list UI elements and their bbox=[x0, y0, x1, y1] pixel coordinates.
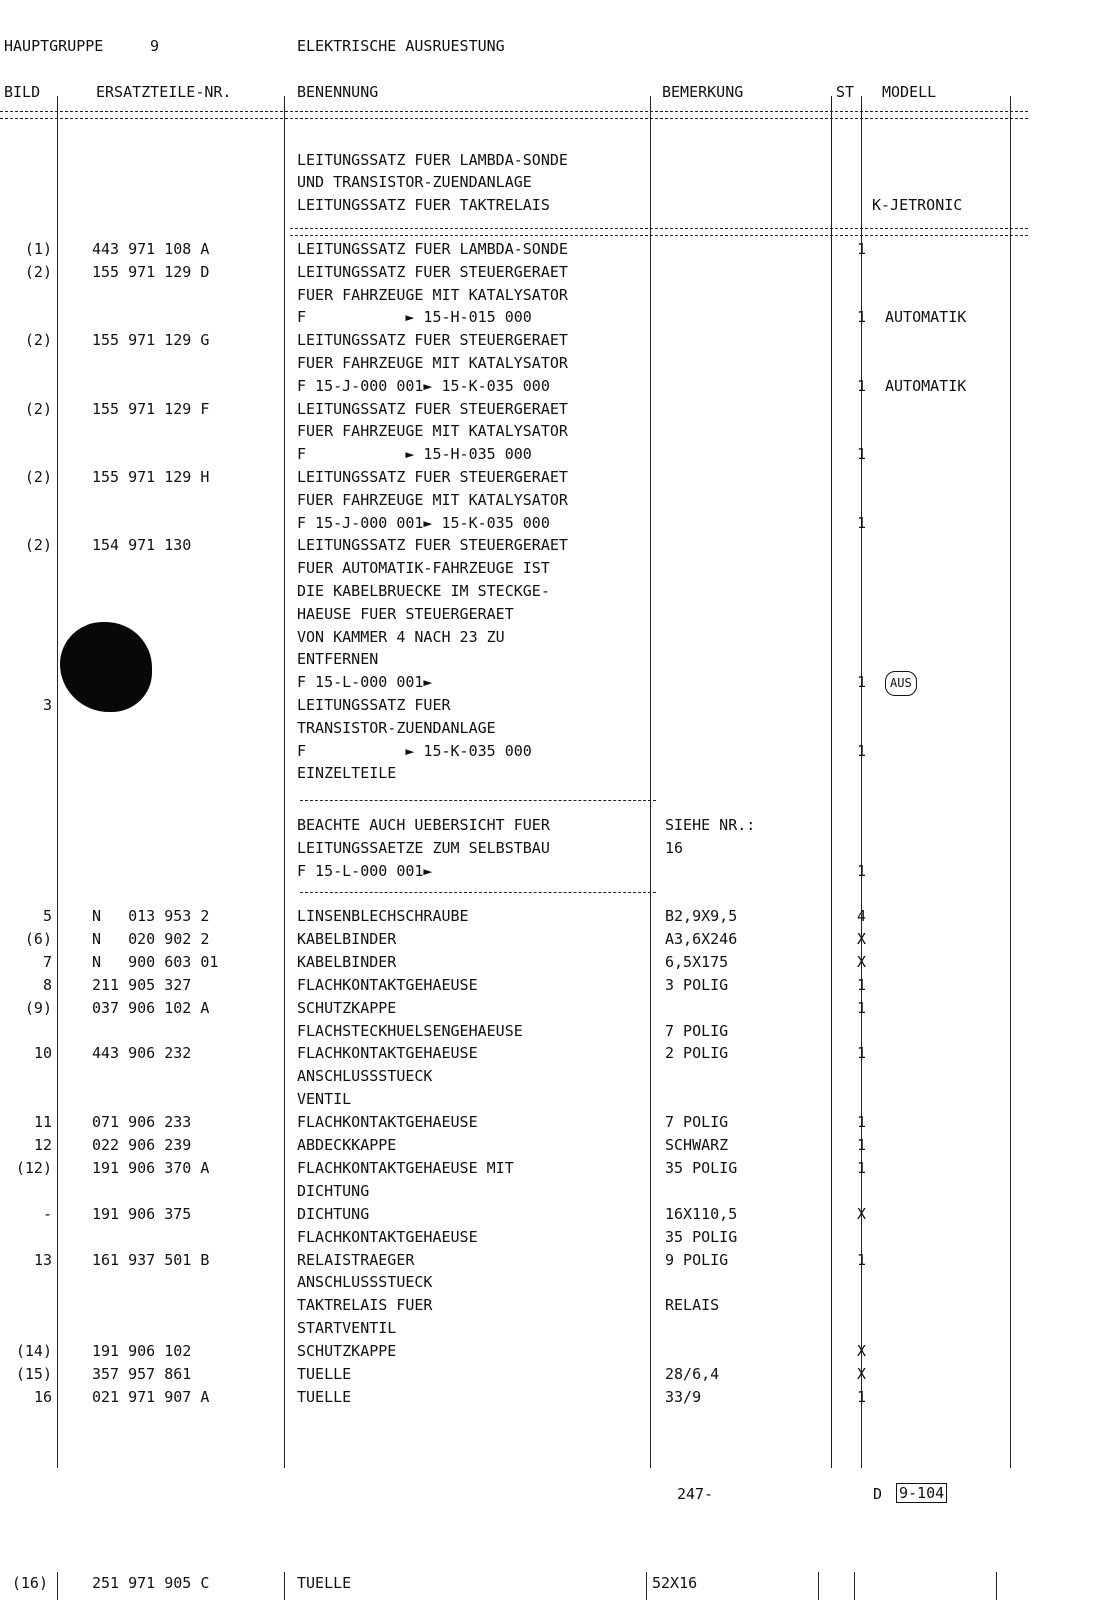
cell-st: 1 bbox=[856, 376, 866, 395]
cell-bild: (2) bbox=[24, 468, 52, 486]
cell-st: 1 bbox=[856, 1044, 866, 1063]
einzelteile-dash-bottom bbox=[300, 892, 656, 893]
cell-bild: (9) bbox=[24, 998, 52, 1017]
table-row bbox=[0, 1386, 1093, 1409]
col-header-bemerkung: BEMERKUNG bbox=[662, 83, 744, 101]
table-row bbox=[0, 306, 1093, 329]
cell-ben: DICHTUNG bbox=[297, 1204, 370, 1223]
cell-st: 1 bbox=[856, 1113, 866, 1132]
cell-nr: 021 971 907 A bbox=[92, 1387, 210, 1406]
cell-ben: LEITUNGSSATZ FUER STEUERGERAET bbox=[297, 468, 568, 486]
cell-bem: RELAIS bbox=[665, 1296, 720, 1315]
table-row bbox=[0, 1226, 1093, 1249]
next-rule-6 bbox=[996, 1572, 997, 1600]
cell-st: X bbox=[856, 1365, 866, 1383]
col-header-modell: MODELL bbox=[882, 83, 937, 101]
table-row bbox=[0, 284, 1093, 307]
cell-bem: B2,9X9,5 bbox=[665, 907, 738, 925]
cell-bild: (15) bbox=[15, 1365, 52, 1383]
col-header-st: ST bbox=[836, 83, 855, 101]
cell-st: 1 bbox=[856, 741, 866, 760]
cell-ben: FLACHKONTAKTGEHAEUSE MIT bbox=[297, 1158, 514, 1177]
next-rule-5 bbox=[854, 1572, 855, 1600]
intro-line-1: LEITUNGSSATZ FUER LAMBDA-SONDE bbox=[297, 151, 568, 169]
table-row bbox=[0, 1157, 1093, 1180]
table-row bbox=[0, 489, 1093, 512]
cell-ben: TRANSISTOR-ZUENDANLAGE bbox=[297, 718, 496, 737]
table-row bbox=[0, 928, 1093, 951]
cell-bild: (6) bbox=[24, 929, 52, 948]
cell-ben: F 15-J-000 001► 15-K-035 000 bbox=[297, 376, 550, 395]
cell-st: 1 bbox=[856, 673, 866, 692]
table-row bbox=[0, 1249, 1093, 1272]
table-row bbox=[0, 238, 1093, 261]
intro-double-rule bbox=[290, 228, 1028, 236]
cell-ben: LEITUNGSSAETZE ZUM SELBSTBAU bbox=[297, 839, 550, 857]
cell-st: X bbox=[856, 1342, 866, 1361]
cell-ben: FLACHSTECKHUELSENGEHAEUSE bbox=[297, 1021, 523, 1040]
cell-bild: (2) bbox=[24, 399, 52, 418]
table-row bbox=[0, 860, 1093, 883]
table-row bbox=[0, 762, 1093, 785]
cell-bem: 35 POLIG bbox=[665, 1227, 738, 1246]
cell-nr: 155 971 129 G bbox=[92, 331, 210, 350]
cell-ben: KABELBINDER bbox=[297, 952, 397, 971]
cell-nr: 037 906 102 A bbox=[92, 998, 210, 1017]
table-row bbox=[0, 261, 1093, 284]
cell-bild: - bbox=[42, 1204, 52, 1223]
cell-bem: 33/9 bbox=[665, 1387, 702, 1406]
table-row bbox=[0, 1111, 1093, 1134]
einzelteile-dash-top bbox=[300, 800, 656, 801]
cell-st: 1 bbox=[856, 513, 866, 532]
cell-ben: TUELLE bbox=[297, 1365, 352, 1383]
cell-nr: 191 906 102 bbox=[92, 1342, 192, 1361]
cell-bem: 16 bbox=[665, 839, 684, 857]
cell-bild: (14) bbox=[15, 1342, 52, 1361]
cell-ben: VON KAMMER 4 NACH 23 ZU bbox=[297, 627, 505, 646]
footer-letter: D bbox=[873, 1485, 883, 1503]
intro-line-2: UND TRANSISTOR-ZUENDANLAGE bbox=[297, 173, 532, 191]
cell-ben: EINZELTEILE bbox=[297, 764, 397, 783]
cell-bild: (2) bbox=[24, 331, 52, 350]
cell-ben: FUER FAHRZEUGE MIT KATALYSATOR bbox=[297, 490, 568, 509]
cell-ben: F 15-J-000 001► 15-K-035 000 bbox=[297, 513, 550, 532]
cell-bem: 6,5X175 bbox=[665, 952, 729, 971]
next-page-bem: 52X16 bbox=[652, 1574, 698, 1592]
cell-st: 1 bbox=[856, 240, 866, 258]
cell-bem: 3 POLIG bbox=[665, 975, 729, 994]
cell-st: 1 bbox=[856, 1136, 866, 1154]
table-row bbox=[0, 443, 1093, 466]
cell-bild: 11 bbox=[33, 1113, 52, 1132]
cell-bild: (1) bbox=[24, 240, 52, 258]
cell-ben: TUELLE bbox=[297, 1387, 352, 1406]
group-title: ELEKTRISCHE AUSRUESTUNG bbox=[297, 37, 505, 55]
cell-st: 1 bbox=[856, 308, 866, 327]
cell-ben: DICHTUNG bbox=[297, 1181, 370, 1200]
col-header-benennung: BENENNUNG bbox=[297, 83, 379, 101]
cell-ben: HAEUSE FUER STEUERGERAET bbox=[297, 604, 514, 623]
header-double-rule bbox=[0, 111, 1028, 119]
table-row bbox=[0, 717, 1093, 740]
table-row bbox=[0, 1088, 1093, 1111]
table-row bbox=[0, 329, 1093, 352]
cell-bem: 2 POLIG bbox=[665, 1044, 729, 1063]
table-row bbox=[0, 1180, 1093, 1203]
cell-nr: N 013 953 2 bbox=[92, 907, 210, 925]
table-row bbox=[0, 1340, 1093, 1363]
cell-st: X bbox=[856, 1204, 866, 1223]
cell-bild: 5 bbox=[42, 907, 52, 925]
cell-nr: 161 937 501 B bbox=[92, 1250, 210, 1269]
table-row bbox=[0, 1020, 1093, 1043]
cell-ben: LEITUNGSSATZ FUER LAMBDA-SONDE bbox=[297, 240, 568, 258]
table-row bbox=[0, 420, 1093, 443]
cell-bem: 35 POLIG bbox=[665, 1158, 738, 1177]
table-row bbox=[0, 1203, 1093, 1226]
table-row bbox=[0, 1042, 1093, 1065]
cell-ben: ENTFERNEN bbox=[297, 650, 379, 669]
aus-stamp: AUS bbox=[885, 671, 917, 696]
cell-bild: 10 bbox=[33, 1044, 52, 1063]
cell-bem: SIEHE NR.: bbox=[665, 816, 756, 834]
cell-ben: SCHUTZKAPPE bbox=[297, 1342, 397, 1361]
cell-ben: LEITUNGSSATZ FUER STEUERGERAET bbox=[297, 399, 568, 418]
table-row bbox=[0, 1271, 1093, 1294]
cell-ben: BEACHTE AUCH UEBERSICHT FUER bbox=[297, 816, 550, 834]
table-row bbox=[0, 648, 1093, 671]
cell-bild: 16 bbox=[33, 1387, 52, 1406]
footer-section-box-wrap bbox=[896, 1483, 947, 1503]
cell-nr: 155 971 129 H bbox=[92, 468, 210, 486]
cell-ben: RELAISTRAEGER bbox=[297, 1250, 415, 1269]
cell-ben: LEITUNGSSATZ FUER bbox=[297, 696, 451, 714]
footer-section: 9-104 bbox=[896, 1483, 947, 1503]
next-page-bild: (16) bbox=[11, 1574, 48, 1592]
table-row bbox=[0, 974, 1093, 997]
table-row bbox=[0, 1065, 1093, 1088]
cell-nr: 155 971 129 D bbox=[92, 262, 210, 281]
cell-ben: FUER FAHRZEUGE MIT KATALYSATOR bbox=[297, 354, 568, 372]
table-row bbox=[0, 1317, 1093, 1340]
cell-ben: STARTVENTIL bbox=[297, 1319, 397, 1338]
cell-st: 1 bbox=[856, 1250, 866, 1269]
cell-mod: AUTOMATIK bbox=[885, 308, 967, 327]
cell-bild: 8 bbox=[42, 975, 52, 994]
next-rule-3 bbox=[646, 1572, 647, 1600]
cell-bem: 7 POLIG bbox=[665, 1021, 729, 1040]
table-row bbox=[0, 512, 1093, 535]
cell-bem: 28/6,4 bbox=[665, 1365, 720, 1383]
cell-nr: 191 906 370 A bbox=[92, 1158, 210, 1177]
cell-nr: 357 957 861 bbox=[92, 1365, 192, 1383]
cell-nr: 211 905 327 bbox=[92, 975, 192, 994]
cell-ben: F 15-L-000 001► bbox=[297, 673, 433, 692]
table-row bbox=[0, 814, 1093, 837]
next-page-row bbox=[0, 1572, 1093, 1595]
cell-bem: A3,6X246 bbox=[665, 929, 738, 948]
cell-nr: N 900 603 01 bbox=[92, 952, 219, 971]
group-number: 9 bbox=[150, 37, 160, 55]
cell-ben: TAKTRELAIS FUER bbox=[297, 1296, 433, 1315]
table-row bbox=[0, 951, 1093, 974]
cell-ben: SCHUTZKAPPE bbox=[297, 998, 397, 1017]
next-page-ben: TUELLE bbox=[297, 1574, 352, 1592]
table-row bbox=[0, 557, 1093, 580]
cell-ben: FLACHKONTAKTGEHAEUSE bbox=[297, 1227, 478, 1246]
cell-nr: 443 971 108 A bbox=[92, 240, 210, 258]
table-row bbox=[0, 1363, 1093, 1386]
cell-st: 1 bbox=[856, 862, 866, 880]
cell-nr: 443 906 232 bbox=[92, 1044, 192, 1063]
cell-bild: (2) bbox=[24, 536, 52, 555]
next-page-nr: 251 971 905 C bbox=[92, 1574, 210, 1592]
cell-nr: 154 971 130 bbox=[92, 536, 192, 555]
cell-nr: N 020 902 2 bbox=[92, 929, 210, 948]
cell-ben: ABDECKKAPPE bbox=[297, 1136, 397, 1154]
table-row bbox=[0, 1134, 1093, 1157]
cell-st: X bbox=[856, 929, 866, 948]
cell-mod: AUTOMATIK bbox=[885, 376, 967, 395]
cell-st: 1 bbox=[856, 1387, 866, 1406]
table-row bbox=[0, 694, 1093, 717]
cell-ben: DIE KABELBRUECKE IM STECKGE- bbox=[297, 582, 550, 600]
cell-ben: LEITUNGSSATZ FUER STEUERGERAET bbox=[297, 536, 568, 555]
table-row bbox=[0, 740, 1093, 763]
cell-ben: KABELBINDER bbox=[297, 929, 397, 948]
cell-bild: (2) bbox=[24, 262, 52, 281]
next-rule-1 bbox=[57, 1572, 58, 1600]
col-header-bild: BILD bbox=[4, 83, 41, 101]
cell-ben: F 15-L-000 001► bbox=[297, 862, 433, 880]
cell-st: 1 bbox=[856, 445, 866, 464]
cell-bild: 7 bbox=[42, 952, 52, 971]
cell-bem: 9 POLIG bbox=[665, 1250, 729, 1269]
cell-bild: 13 bbox=[33, 1250, 52, 1269]
cell-st: 1 bbox=[856, 1158, 866, 1177]
cell-bem: 16X110,5 bbox=[665, 1204, 738, 1223]
table-row bbox=[0, 626, 1093, 649]
cell-ben: FUER AUTOMATIK-FAHRZEUGE IST bbox=[297, 559, 550, 578]
table-row bbox=[0, 997, 1093, 1020]
cell-nr: 155 971 129 F bbox=[92, 399, 210, 418]
table-row bbox=[0, 534, 1093, 557]
table-row bbox=[0, 398, 1093, 421]
cell-ben: LEITUNGSSATZ FUER STEUERGERAET bbox=[297, 262, 568, 281]
cell-mod bbox=[885, 671, 917, 696]
table-row bbox=[0, 671, 1093, 694]
intro-modell: K-JETRONIC bbox=[872, 196, 963, 214]
cell-ben: FUER FAHRZEUGE MIT KATALYSATOR bbox=[297, 422, 568, 441]
cell-st: 1 bbox=[856, 998, 866, 1017]
next-rule-2 bbox=[284, 1572, 285, 1600]
page-number: 247- bbox=[677, 1485, 714, 1503]
table-row bbox=[0, 352, 1093, 375]
cell-st: 1 bbox=[856, 975, 866, 994]
cell-ben: LEITUNGSSATZ FUER STEUERGERAET bbox=[297, 331, 568, 350]
cell-ben: ANSCHLUSSSTUECK bbox=[297, 1273, 433, 1292]
cell-ben: ANSCHLUSSSTUECK bbox=[297, 1067, 433, 1086]
cell-bild: 12 bbox=[33, 1136, 52, 1154]
cell-nr: 191 906 375 bbox=[92, 1204, 192, 1223]
cell-ben: VENTIL bbox=[297, 1090, 352, 1109]
cell-bild: (12) bbox=[15, 1158, 52, 1177]
table-row bbox=[0, 375, 1093, 398]
cell-ben: FLACHKONTAKTGEHAEUSE bbox=[297, 1044, 478, 1063]
cell-ben: F ► 15-H-015 000 bbox=[297, 308, 532, 327]
cell-ben: FUER FAHRZEUGE MIT KATALYSATOR bbox=[297, 285, 568, 304]
table-row bbox=[0, 1294, 1093, 1317]
table-row bbox=[0, 905, 1093, 928]
col-header-nr: ERSATZTEILE-NR. bbox=[96, 83, 232, 101]
cell-bem: SCHWARZ bbox=[665, 1136, 729, 1154]
table-row bbox=[0, 466, 1093, 489]
cell-nr: 022 906 239 bbox=[92, 1136, 192, 1154]
next-rule-4 bbox=[818, 1572, 819, 1600]
cell-st: X bbox=[856, 952, 866, 971]
cell-ben: LINSENBLECHSCHRAUBE bbox=[297, 907, 469, 925]
cell-ben: FLACHKONTAKTGEHAEUSE bbox=[297, 975, 478, 994]
table-row bbox=[0, 837, 1093, 860]
cell-nr: 071 906 233 bbox=[92, 1113, 192, 1132]
cell-st: 4 bbox=[856, 907, 866, 925]
cell-ben: F ► 15-K-035 000 bbox=[297, 741, 532, 760]
table-row bbox=[0, 603, 1093, 626]
cell-bem: 7 POLIG bbox=[665, 1113, 729, 1132]
group-label: HAUPTGRUPPE bbox=[4, 37, 104, 55]
table-row bbox=[0, 580, 1093, 603]
cell-ben: FLACHKONTAKTGEHAEUSE bbox=[297, 1113, 478, 1132]
cell-bild: 3 bbox=[42, 696, 52, 714]
cell-ben: F ► 15-H-035 000 bbox=[297, 445, 532, 464]
intro-line-3: LEITUNGSSATZ FUER TAKTRELAIS bbox=[297, 196, 550, 214]
